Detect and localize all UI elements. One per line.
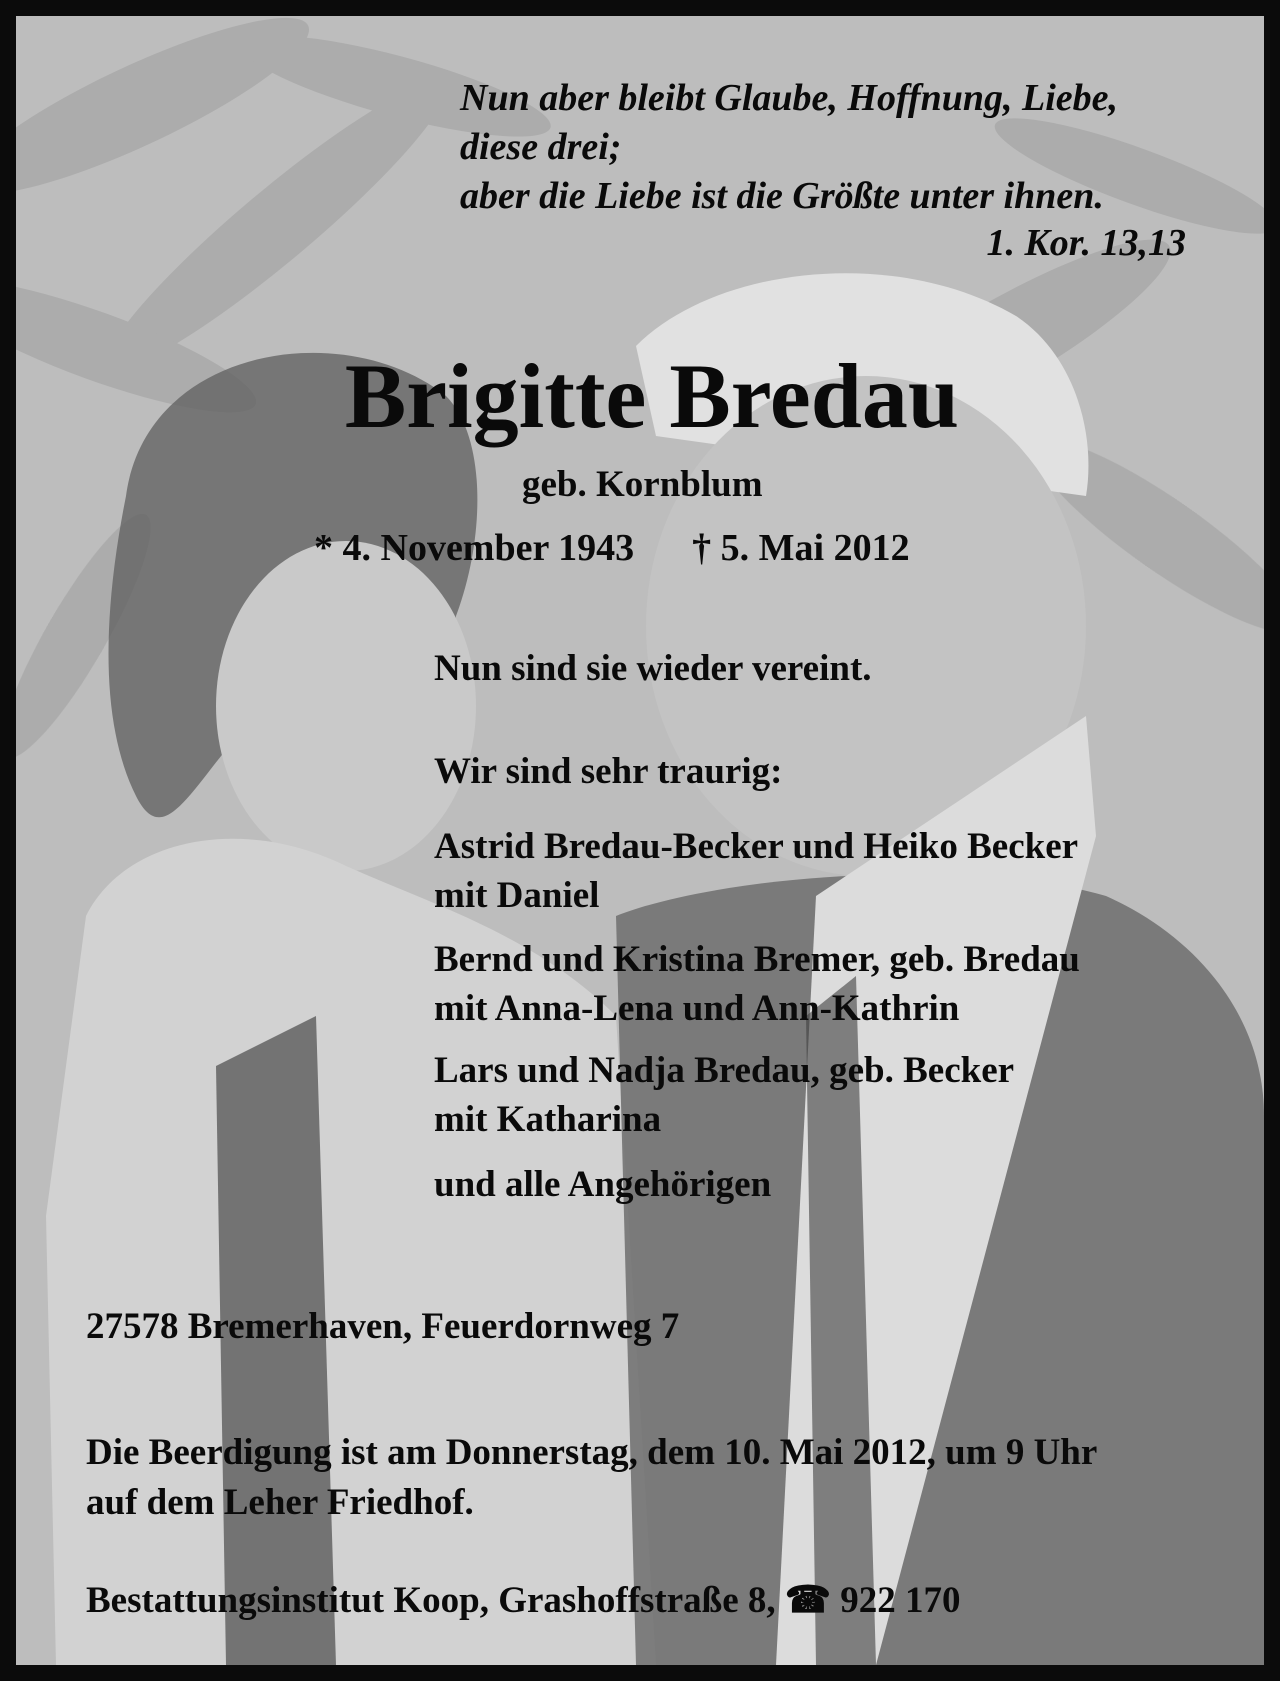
mourner-family [434,822,1078,920]
mourner-line: mit Anna-Lena und Ann-Kathrin [434,988,960,1029]
undertaker-phone: 922 170 [840,1580,961,1621]
mourner-family [434,1046,1014,1144]
death-date: † 5. Mai 2012 [692,527,910,569]
notice-text [16,16,1264,1665]
mourning-address: 27578 Bremerhaven, Feuerdornweg 7 [86,1306,680,1347]
mourner-line: Bernd und Kristina Bremer, geb. Bredau [434,939,1080,980]
deceased-name: Brigitte Bredau [344,345,960,447]
funeral-info [86,1428,1097,1528]
mourner-line: mit Daniel [434,875,600,916]
mourner-line: Astrid Bredau-Becker und Heiko Becker [434,826,1079,867]
mourner-line: mit Katharina [434,1099,662,1140]
birth-date: * 4. November 1943 [314,527,635,569]
verse-reference: 1. Kor. 13,13 [986,222,1186,264]
relatives-text: und alle Angehörigen [434,1164,772,1205]
telephone-icon: ☎ [784,1580,832,1621]
bible-verse [460,74,1118,221]
mourner-line: Lars und Nadja Bredau, geb. Becker [434,1050,1015,1091]
funeral-line: auf dem Leher Friedhof. [86,1482,474,1523]
verse-line: diese drei; [460,126,622,168]
undertaker-info [86,1576,961,1626]
undertaker-name: Bestattungsinstitut Koop, Grashoffstraße 8, [86,1580,776,1621]
mourner-family [434,935,1080,1033]
verse-line: Nun aber bleibt Glaube, Hoffnung, Liebe, [460,77,1118,119]
life-dates [314,526,910,570]
funeral-line: Die Beerdigung ist am Donnerstag, dem 10. Mai 2012, um 9 Uhr [86,1432,1098,1473]
reunited-text: Nun sind sie wieder vereint. [434,648,872,689]
mourning-text: Wir sind sehr traurig: [434,751,783,792]
maiden-name: geb. Kornblum [522,464,763,505]
verse-line: aber die Liebe ist die Größte unter ihnen. [460,175,1104,217]
